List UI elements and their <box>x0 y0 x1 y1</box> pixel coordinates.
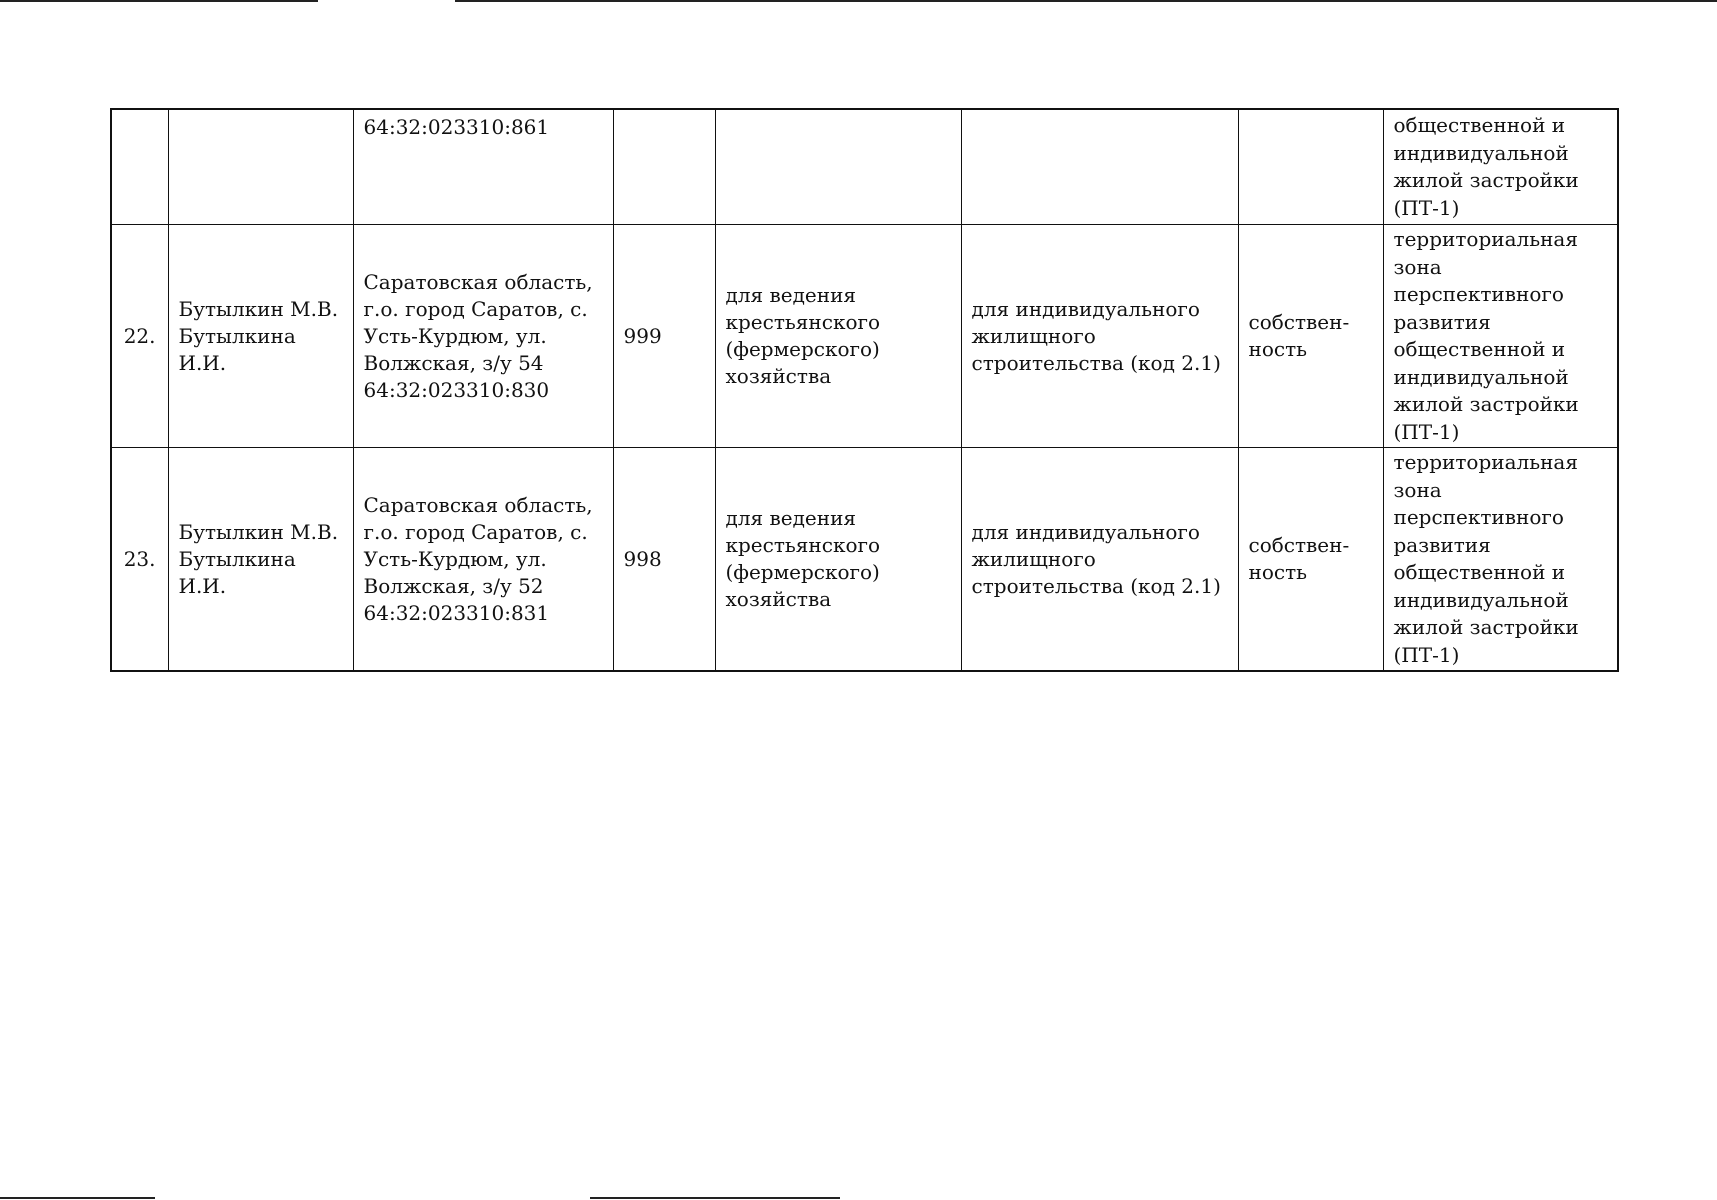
zone-cell <box>1383 225 1618 448</box>
permitted-use-cell <box>715 225 961 448</box>
scan-edge-top-left <box>0 0 318 2</box>
owner-name: Бутылкин М.В. Бутылкина И.И. <box>178 519 339 598</box>
table-row <box>111 109 1618 225</box>
intended-use: для индивидуального жилищного строительства (код 2.1) <box>971 296 1221 375</box>
row-number-cell <box>111 448 168 672</box>
territorial-zone: территориальная зона перспективного развития общественной и индивидуальной жилой застройки (ПТ-1) <box>1393 450 1579 667</box>
permitted-use: для ведения крестьянского (фермерского) хозяйства <box>725 283 881 388</box>
intended-use: для индивидуального жилищного строительства (код 2.1) <box>971 519 1221 598</box>
plot-area: 998 <box>623 546 662 571</box>
permitted-use: для ведения крестьянского (фермерского) хозяйства <box>725 506 881 611</box>
right-cell <box>1238 448 1383 672</box>
scan-edge-top-right <box>455 0 1717 2</box>
right-type: собствен- ность <box>1248 533 1350 584</box>
zone-cell <box>1383 109 1618 225</box>
address-cell <box>353 225 613 448</box>
address-cadastral: 64:32:023310:861 <box>363 115 550 139</box>
land-plots-table <box>110 108 1619 672</box>
row-number-cell <box>111 109 168 225</box>
address-cadastral: Саратовская область, г.о. город Саратов, с. Усть-Курдюм, ул. Волжская, з/у 52 64:32:023310:831 <box>363 492 593 625</box>
permitted-use-cell <box>715 448 961 672</box>
scan-edge-bottom-left <box>0 1197 155 1199</box>
intended-use-cell <box>961 448 1238 672</box>
address-cadastral: Саратовская область, г.о. город Саратов, с. Усть-Курдюм, ул. Волжская, з/у 54 64:32:023310:830 <box>363 269 593 402</box>
row-number: 23. <box>123 546 156 571</box>
right-cell <box>1238 109 1383 225</box>
territorial-zone: территориальная зона перспективного развития общественной и индивидуальной жилой застройки (ПТ-1) <box>1393 227 1579 444</box>
owner-name: Бутылкин М.В. Бутылкина И.И. <box>178 296 339 375</box>
owner-cell <box>168 448 353 672</box>
table-row <box>111 448 1618 672</box>
row-number: 22. <box>123 323 156 348</box>
intended-use-cell <box>961 225 1238 448</box>
address-cell <box>353 448 613 672</box>
table-row <box>111 225 1618 448</box>
territorial-zone: общественной и индивидуальной жилой застройки (ПТ-1) <box>1393 113 1579 220</box>
address-cell <box>353 109 613 225</box>
intended-use-cell <box>961 109 1238 225</box>
owner-cell <box>168 109 353 225</box>
area-cell <box>613 109 715 225</box>
row-number-cell <box>111 225 168 448</box>
right-type: собствен- ность <box>1248 310 1350 361</box>
zone-cell <box>1383 448 1618 672</box>
area-cell <box>613 225 715 448</box>
scan-edge-bottom-mid <box>590 1197 840 1199</box>
area-cell <box>613 448 715 672</box>
plot-area: 999 <box>623 323 662 348</box>
right-cell <box>1238 225 1383 448</box>
permitted-use-cell <box>715 109 961 225</box>
owner-cell <box>168 225 353 448</box>
